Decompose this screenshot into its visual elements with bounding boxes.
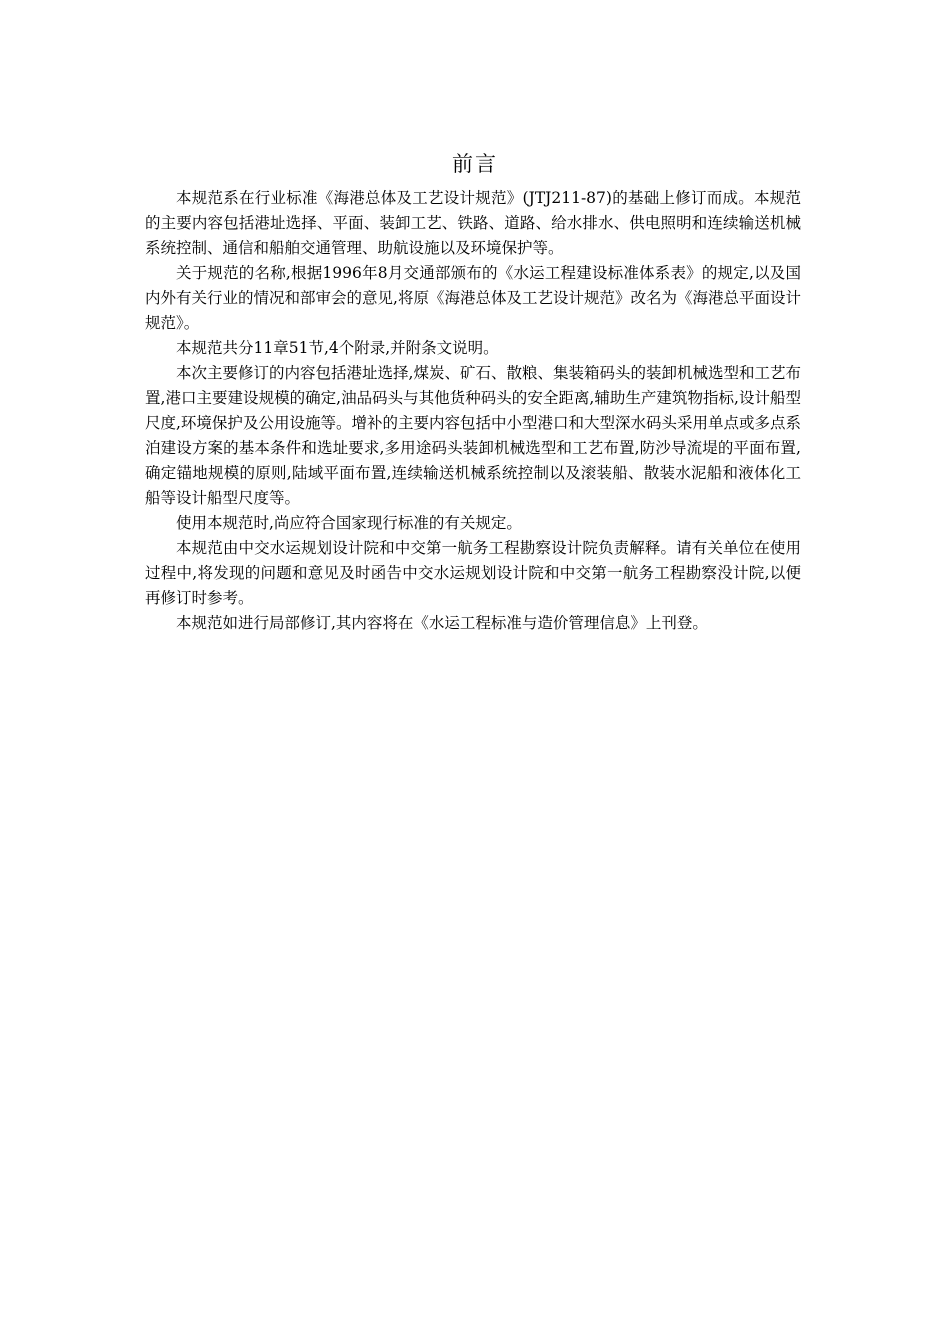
paragraph-usage-note: 使用本规范时,尚应符合国家现行标准的有关规定。 bbox=[176, 514, 522, 532]
document-body bbox=[145, 186, 801, 636]
paragraph-name-change: 关于规范的名称,根据1996年8月交通部颁布的《水运工程建设标准体系表》的规定,以及国内外有关行业的情况和部审会的意见,将原《海港总体及工艺设计规范》改名为《海港总平面设计规范》。 bbox=[145, 264, 801, 332]
paragraph-main-revisions: 本次主要修订的内容包括港址选择,煤炭、矿石、散粮、集装箱码头的装卸机械选型和工艺布置,港口主要建设规模的确定,油品码头与其他货种码头的安全距离,辅助生产建筑物指标,设计船型尺度,环境保护及公用设施等。增补的主要内容包括中小型港口和大型深水码头采用单点或多点系泊建设方案的基本条件和选址要求,多用途码头装卸机械选型和工艺布置,防沙导流堤的平面布置,确定锚地规模的原则,陆域平面布置,连续输送机械系统控制以及滚装船、散装水泥船和液体化工船等设计船型尺度等。 bbox=[145, 364, 801, 507]
paragraph-revision-basis: 本规范系在行业标准《海港总体及工艺设计规范》(JTJ211-87)的基础上修订而成。本规范的主要内容包括港址选择、平面、装卸工艺、铁路、道路、给水排水、供电照明和连续输送机械系统控制、通信和船舶交通管理、助航设施以及环境保护等。 bbox=[145, 189, 801, 257]
page-title: 前言 bbox=[452, 152, 498, 176]
paragraph-interpretation: 本规范由中交水运规划设计院和中交第一航务工程勘察设计院负责解释。请有关单位在使用过程中,将发现的问题和意见及时函告中交水运规划设计院和中交第一航务工程勘察没计院,以便再修订时参考。 bbox=[145, 539, 801, 607]
paragraph-partial-revision: 本规范如进行局部修订,其内容将在《水运工程标准与造价管理信息》上刊登。 bbox=[176, 614, 708, 632]
paragraph-structure: 本规范共分11章51节,4个附录,并附条文说明。 bbox=[176, 339, 499, 357]
